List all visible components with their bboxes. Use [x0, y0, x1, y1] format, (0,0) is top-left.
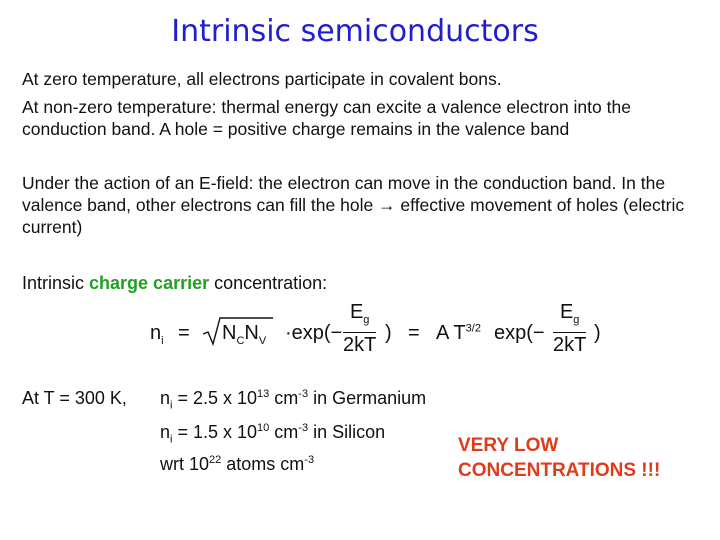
ge-n-subscript: i: [170, 399, 173, 412]
temperature-label: At T = 300 K,: [22, 388, 127, 408]
eq-close-paren-2: ): [594, 322, 601, 344]
silicon-row: [160, 422, 385, 446]
eg-subscript: g: [363, 314, 370, 326]
eq-close-paren-1: ): [385, 322, 392, 344]
si-unit: cm: [269, 422, 299, 442]
eq-nc-nv: [222, 322, 266, 347]
eq-at-symbol: A T: [436, 322, 466, 344]
si-unit-exponent: -3: [298, 422, 309, 434]
paragraph-zero-temperature: At zero temperature, all electrons participate in covalent bons.: [22, 69, 502, 89]
fraction-1-numerator: [343, 300, 376, 333]
fraction-2-denominator: 2kT: [553, 334, 587, 356]
wrt-value: wrt 10: [160, 454, 210, 474]
intrinsic-heading: [22, 273, 327, 294]
eq-equals-2: =: [408, 322, 420, 344]
eq-nc-subscript: C: [236, 335, 245, 347]
eq-a-t: [436, 322, 481, 345]
eq-equals-1: =: [178, 322, 190, 344]
eq-nv-symbol: N: [244, 322, 259, 344]
intrinsic-prefix: Intrinsic: [22, 273, 90, 293]
paragraph-e-field: Under the action of an E-field: the electron can move in the conduction band. In the valence band, other electrons can fill the hole → effective movement of holes (electric current): [22, 173, 685, 237]
si-n-symbol: n: [160, 422, 171, 442]
germanium-row: [160, 388, 426, 412]
wrt-unit: atoms cm: [221, 454, 305, 474]
ge-label: in Germanium: [308, 388, 427, 408]
slide-title: Intrinsic semiconductors: [171, 14, 539, 49]
ge-value: = 2.5 x 10: [172, 388, 258, 408]
si-exponent: 10: [257, 422, 270, 434]
eq-fraction-1: [343, 300, 376, 357]
warning-line-2: CONCENTRATIONS !!!: [458, 460, 661, 481]
eq-fraction-2: [553, 300, 586, 357]
ge-exponent: 13: [257, 388, 270, 400]
si-n-subscript: i: [170, 433, 173, 446]
fraction-1-denominator: 2kT: [343, 334, 377, 356]
paragraph-nonzero-temperature: At non-zero temperature: thermal energy can excite a valence electron into the conduction band. A hole = positive charge remains in the valence band: [22, 97, 631, 139]
eq-ni-symbol: n: [150, 322, 162, 344]
wrt-exponent: 22: [209, 454, 222, 466]
eg-subscript-2: g: [573, 314, 580, 326]
ge-unit-exponent: -3: [298, 388, 309, 400]
charge-carrier-highlight: charge carrier: [89, 273, 210, 293]
si-label: in Silicon: [308, 422, 386, 442]
fraction-2-numerator: [553, 300, 586, 333]
ge-n-symbol: n: [160, 388, 171, 408]
wrt-atoms-row: [160, 454, 314, 475]
eq-ni-subscript: i: [161, 335, 164, 347]
eg-symbol: E: [349, 301, 364, 323]
warning-line-1: VERY LOW: [458, 435, 559, 456]
low-concentration-warning: [458, 433, 660, 483]
eg-symbol-2: E: [559, 301, 574, 323]
intrinsic-suffix: concentration:: [209, 273, 328, 293]
wrt-unit-exponent: -3: [304, 454, 315, 466]
eq-exp-2: exp(−: [494, 322, 545, 344]
si-value: = 1.5 x 10: [172, 422, 258, 442]
ge-unit: cm: [269, 388, 299, 408]
eq-nc-symbol: N: [222, 322, 237, 344]
eq-at-power: 3/2: [465, 322, 481, 335]
eq-nv-subscript: V: [258, 335, 267, 347]
eq-ni: [150, 322, 164, 347]
eq-exp-1: ·exp(−: [285, 322, 343, 344]
